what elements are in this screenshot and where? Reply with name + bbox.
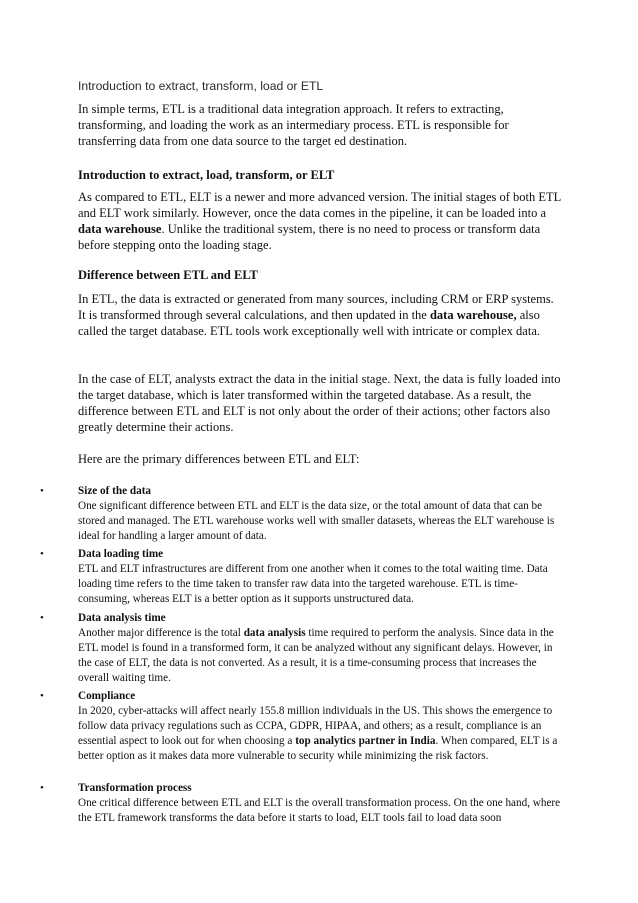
data-warehouse-term: data warehouse, [429,308,517,322]
bullet-icon: • [40,782,44,794]
list-item-body: In 2020, cyber-attacks will affect nearly 155.8 million individuals in the US. This shows the emergence to follow data privacy regulations such as CCPA, GDPR, HIPAA, and others; as a result, compliance is an essential aspect to look out for when choosing a top analytics partner in India. When compared, ELT is a better option as it makes data more vulnerable to security while minimizing the risk factors. [78,705,558,762]
list-item-title: Data analysis time [78,612,166,624]
list-item-title: Size of the data [78,485,152,497]
list-item-title: Data loading time [78,548,164,560]
bullet-icon: • [40,612,44,624]
list-item-size-of-data [40,484,564,544]
list-item-title: Compliance [78,690,136,702]
list-item-transformation-process [40,781,564,826]
elt-intro-paragraph: As compared to ETL, ELT is a newer and more advanced version. The initial stages of both ETL and ELT work similarly. However, once the data comes in the pipeline, it can be loaded into a data warehouse. Unlike the traditional system, there is no need to process or transform data before stepping onto the loading stage. [78,190,561,252]
data-warehouse-term: data warehouse [78,222,162,236]
bullet-icon: • [40,548,44,560]
etl-process-paragraph: In ETL, the data is extracted or generated from many sources, including CRM or ERP systems. It is transformed through several calculations, and then updated in the data warehouse, also called the target database. ETL tools work exceptionally well with intricate or complex data. [78,292,554,338]
list-item-body: Another major difference is the total data analysis time required to perform the analysis. Since data in the ETL model is found in a transformed form, it can be analyzed without any significant delays. However, in the case of ELT, the data is not converted. As a result, it is a time-consuming process that increases the overall waiting time. [78,627,554,684]
list-item-body: One significant difference between ETL and ELT is the data size, or the total amount of data that can be stored and managed. The ETL warehouse works well with smaller datasets, whereas the ELT warehouse is ideal for handling a larger amount of data. [78,500,555,542]
list-item-data-loading-time [40,547,564,607]
elt-heading: Introduction to extract, load, transform, or ELT [78,168,335,182]
etl-intro-paragraph: In simple terms, ETL is a traditional data integration approach. It refers to extracting, transforming, and loading the work as an intermediary process. ETL is responsible for transferring data from one data source to the target ed destination. [78,102,509,148]
difference-heading: Difference between ETL and ELT [78,268,258,282]
elt-process-paragraph: In the case of ELT, analysts extract the data in the initial stage. Next, the data is fully loaded into the target database, which is later transformed within the targeted database. As a result, the difference between ETL and ELT is not only about the order of their actions; other factors also greatly determine their actions. [78,372,561,434]
bullet-icon: • [40,690,44,702]
list-item-body: One critical difference between ETL and ELT is the overall transformation process. On the one hand, where the ETL framework transforms the data before it starts to load, ELT tools fail to load data soon [78,797,561,824]
list-item-title: Transformation process [78,782,192,794]
top-analytics-partner-term: top analytics partner in India [295,735,436,747]
list-item-compliance [40,689,564,764]
list-item-body: ETL and ELT infrastructures are different from one another when it comes to the total waiting time. Data loading time refers to the time taken to transfer raw data into the targeted warehouse. ETL is time-consuming, whereas ELT is a better option as it supports unstructured data. [78,563,548,605]
data-analysis-term: data analysis [243,627,306,639]
list-item-data-analysis-time [40,611,564,686]
document-title: Introduction to extract, transform, load or ETL [78,79,324,93]
differences-intro-paragraph: Here are the primary differences between ETL and ELT: [78,452,360,466]
bullet-icon: • [40,485,44,497]
